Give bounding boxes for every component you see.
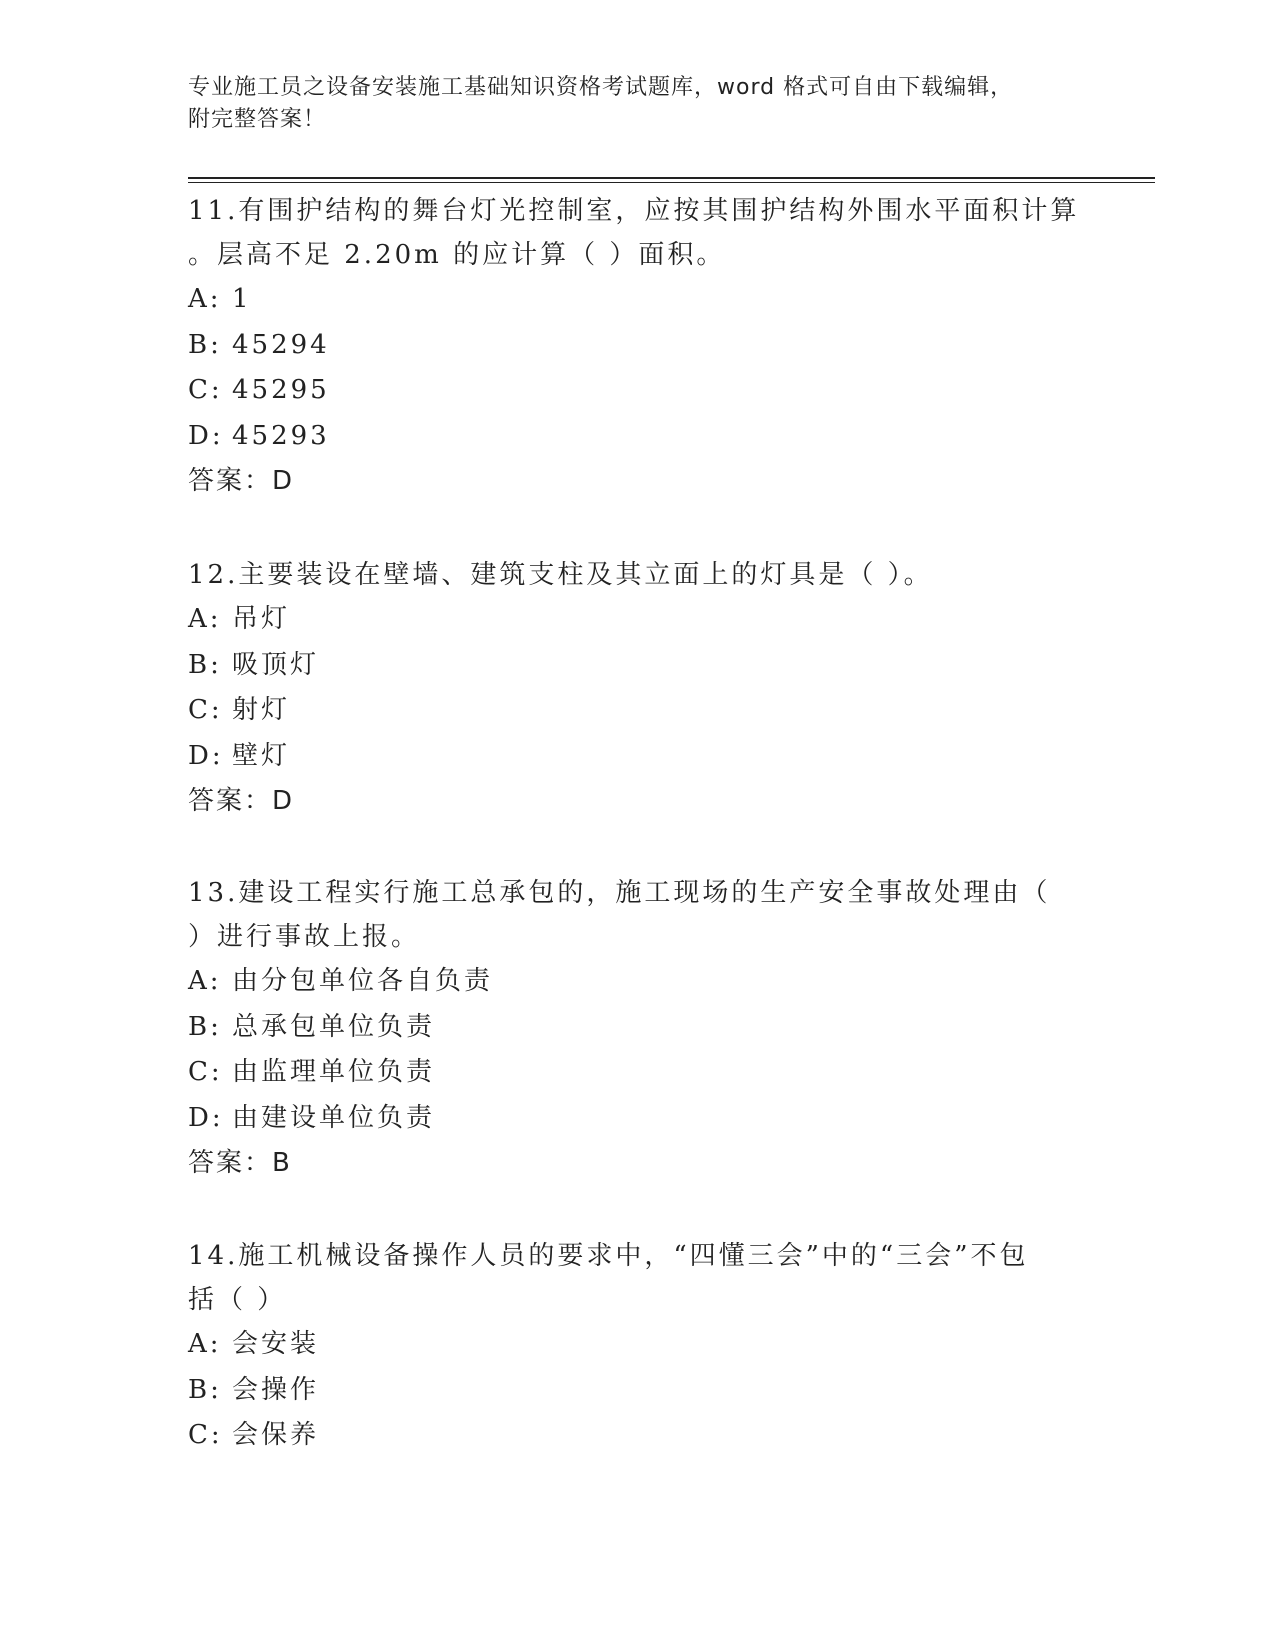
option-text: 45294 <box>232 329 330 360</box>
option-c <box>188 368 1088 414</box>
answer-text: 答案：D <box>188 786 295 816</box>
option-text: 射灯 <box>232 695 291 725</box>
question-stem-line-2: 括（ ） <box>188 1285 287 1315</box>
option-text: 吸顶灯 <box>232 649 320 680</box>
answer-text: 答案：D <box>188 466 295 496</box>
option-b <box>188 1005 1088 1051</box>
option-letter: B: <box>188 1011 222 1042</box>
question-stem-line-1: 14.施工机械设备操作人员的要求中，“四懂三会”中的“三会”不包 <box>188 1241 1029 1271</box>
option-letter: C: <box>188 1057 223 1087</box>
option-letter: C: <box>188 375 223 405</box>
option-a <box>188 959 1088 1005</box>
question-stem-line-2: ）进行事故上报。 <box>188 922 421 952</box>
header-line-2: 附完整答案！ <box>188 107 327 132</box>
option-text: 由监理单位负责 <box>232 1057 436 1087</box>
option-text: 由建设单位负责 <box>232 1102 436 1133</box>
option-c <box>188 1413 1088 1459</box>
option-c <box>188 688 1088 734</box>
option-d <box>188 1096 1088 1142</box>
option-b <box>188 643 1088 689</box>
answer-text: 答案：B <box>188 1148 292 1178</box>
option-letter: B: <box>188 1374 222 1405</box>
option-letter: D: <box>188 1102 224 1133</box>
option-letter: B: <box>188 329 222 360</box>
option-letter: A: <box>188 966 222 996</box>
option-text: 1 <box>232 284 252 314</box>
option-text: 45295 <box>232 375 330 405</box>
question-stem-line-2: 。层高不足 2.20m 的应计算（ ）面积。 <box>188 240 726 270</box>
option-letter: A: <box>188 1329 222 1359</box>
option-text: 会安装 <box>232 1329 320 1359</box>
option-d <box>188 414 1088 460</box>
option-text: 45293 <box>232 420 330 451</box>
option-text: 会保养 <box>232 1420 320 1450</box>
option-text: 会操作 <box>232 1374 320 1405</box>
option-text: 由分包单位各自负责 <box>232 966 494 996</box>
question-stem-line-1: 12.主要装设在壁墙、建筑支柱及其立面上的灯具是（ ）。 <box>188 560 933 590</box>
question-stem-line-1: 11.有围护结构的舞台灯光控制室，应按其围护结构外围水平面积计算 <box>188 196 1080 226</box>
document-header <box>188 72 1088 136</box>
option-b <box>188 1368 1088 1414</box>
header-line-1: 专业施工员之设备安装施工基础知识资格考试题库，word 格式可自由下载编辑， <box>188 75 1014 100</box>
question-11 <box>188 189 1088 503</box>
question-12 <box>188 553 1088 823</box>
option-letter: A: <box>188 284 222 314</box>
option-a <box>188 1322 1088 1368</box>
option-letter: D: <box>188 740 224 771</box>
question-14 <box>188 1234 1088 1459</box>
question-stem-line-1: 13.建设工程实行施工总承包的，施工现场的生产安全事故处理由（ <box>188 878 1051 908</box>
option-d <box>188 734 1088 780</box>
option-a <box>188 277 1088 323</box>
option-letter: A: <box>188 604 222 634</box>
option-c <box>188 1050 1088 1096</box>
option-text: 总承包单位负责 <box>232 1011 436 1042</box>
option-letter: C: <box>188 1420 223 1450</box>
option-letter: B: <box>188 649 222 680</box>
question-13 <box>188 871 1088 1185</box>
option-a <box>188 597 1088 643</box>
option-letter: D: <box>188 420 224 451</box>
header-divider-thin <box>188 182 1155 183</box>
option-text: 壁灯 <box>232 740 291 771</box>
header-divider-thick <box>188 177 1155 179</box>
option-b <box>188 323 1088 369</box>
option-text: 吊灯 <box>232 604 291 634</box>
option-letter: C: <box>188 695 223 725</box>
